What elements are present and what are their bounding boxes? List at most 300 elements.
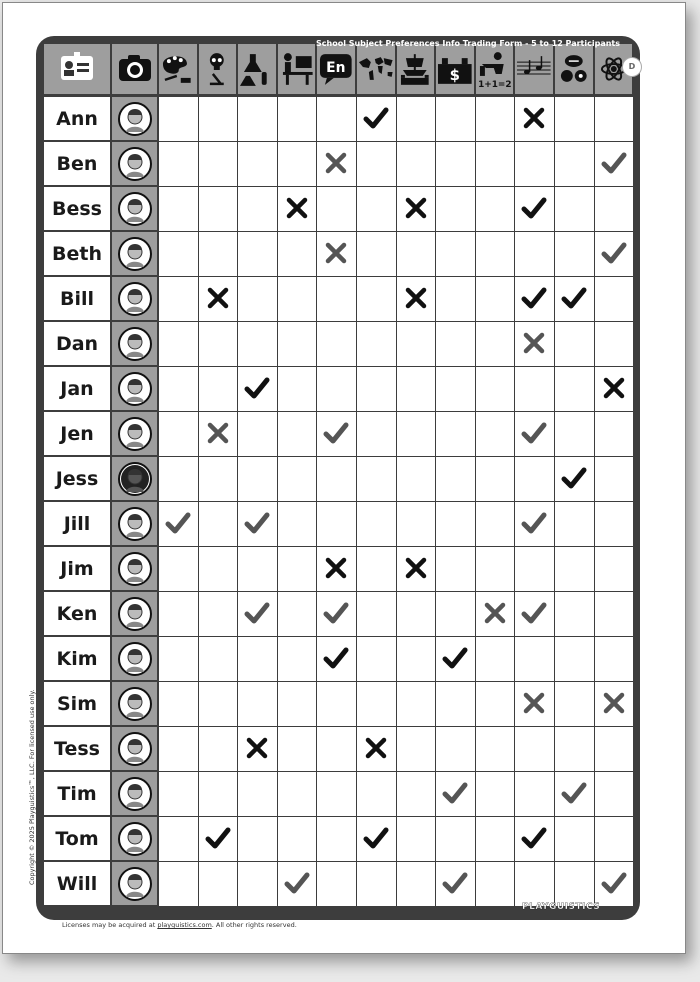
x-mark-icon bbox=[403, 195, 429, 221]
money-bank-icon bbox=[436, 50, 474, 88]
license-notice bbox=[62, 921, 297, 929]
grid-cell-english[interactable] bbox=[317, 862, 357, 907]
grid-cell-history[interactable] bbox=[397, 187, 437, 232]
subject-header-art bbox=[159, 44, 199, 94]
check-mark-icon bbox=[244, 375, 270, 401]
grid-cell-english[interactable] bbox=[317, 817, 357, 862]
computer-desk-icon bbox=[278, 50, 316, 88]
x-mark-icon bbox=[205, 420, 231, 446]
grid-cell-sports[interactable] bbox=[555, 232, 595, 277]
grid-cell-math[interactable] bbox=[476, 637, 516, 682]
check-mark-icon bbox=[442, 645, 468, 671]
grid-cell-biology[interactable] bbox=[199, 187, 239, 232]
grid-cell-music[interactable] bbox=[515, 862, 555, 907]
grid-cell-art[interactable] bbox=[159, 862, 199, 907]
grid-cell-music[interactable] bbox=[515, 232, 555, 277]
grid-cell-sports[interactable] bbox=[555, 97, 595, 142]
grid-cell-physics[interactable] bbox=[595, 232, 635, 277]
grid-cell-biology[interactable] bbox=[199, 367, 239, 412]
grid-cell-sports[interactable] bbox=[555, 142, 595, 187]
grid-cell-art[interactable] bbox=[159, 502, 199, 547]
grid-cell-history[interactable] bbox=[397, 727, 437, 772]
x-mark-icon bbox=[403, 285, 429, 311]
grid-cell-music[interactable] bbox=[515, 772, 555, 817]
grid-cell-art[interactable] bbox=[159, 277, 199, 322]
grid-cell-geography[interactable] bbox=[357, 97, 397, 142]
grid-cell-chemistry[interactable] bbox=[238, 547, 278, 592]
grid-cell-economics[interactable] bbox=[436, 682, 476, 727]
grid-cell-music[interactable] bbox=[515, 457, 555, 502]
participant-avatar bbox=[112, 412, 157, 455]
music-notes-icon bbox=[515, 50, 553, 88]
grid-cell-history[interactable] bbox=[397, 142, 437, 187]
grid-cell-geography[interactable] bbox=[357, 817, 397, 862]
grid-cell-music[interactable] bbox=[515, 142, 555, 187]
grid-cell-computers[interactable] bbox=[278, 817, 318, 862]
participant-avatar bbox=[112, 187, 157, 230]
grid-cell-economics[interactable] bbox=[436, 187, 476, 232]
grid-cell-computers[interactable] bbox=[278, 502, 318, 547]
grid-cell-biology[interactable] bbox=[199, 862, 239, 907]
grid-cell-computers[interactable] bbox=[278, 322, 318, 367]
participant-name: Kim bbox=[44, 637, 110, 680]
grid-cell-history[interactable] bbox=[397, 502, 437, 547]
grid-cell-english[interactable] bbox=[317, 772, 357, 817]
grid-cell-chemistry[interactable] bbox=[238, 322, 278, 367]
grid-cell-art[interactable] bbox=[159, 547, 199, 592]
check-mark-icon bbox=[601, 240, 627, 266]
grid-cell-english[interactable] bbox=[317, 637, 357, 682]
grid-cell-math[interactable] bbox=[476, 502, 516, 547]
grid-cell-biology[interactable] bbox=[199, 457, 239, 502]
x-mark-icon bbox=[363, 735, 389, 761]
grid-cell-computers[interactable] bbox=[278, 862, 318, 907]
grid-cell-sports[interactable] bbox=[555, 412, 595, 457]
avatar-face-icon bbox=[117, 551, 153, 587]
license-suffix: . All other rights reserved. bbox=[211, 921, 297, 929]
grid-cell-music[interactable] bbox=[515, 637, 555, 682]
grid-cell-art[interactable] bbox=[159, 142, 199, 187]
grid-cell-physics[interactable] bbox=[595, 682, 635, 727]
check-mark-icon bbox=[244, 510, 270, 536]
grid-cell-math[interactable] bbox=[476, 772, 516, 817]
sports-balls-icon bbox=[555, 50, 593, 88]
grid-cell-music[interactable] bbox=[515, 367, 555, 412]
grid-cell-english[interactable] bbox=[317, 547, 357, 592]
grid-cell-art[interactable] bbox=[159, 772, 199, 817]
grid-cell-math[interactable] bbox=[476, 142, 516, 187]
x-mark-icon bbox=[323, 555, 349, 581]
participant-name: Bess bbox=[44, 187, 110, 230]
grid-cell-art[interactable] bbox=[159, 817, 199, 862]
grid-cell-geography[interactable] bbox=[357, 727, 397, 772]
avatar-face-icon bbox=[117, 281, 153, 317]
subject-header-music bbox=[515, 44, 555, 94]
grid-cell-english[interactable] bbox=[317, 457, 357, 502]
grid-cell-economics[interactable] bbox=[436, 592, 476, 637]
grid-cell-chemistry[interactable] bbox=[238, 817, 278, 862]
grid-cell-biology[interactable] bbox=[199, 142, 239, 187]
check-mark-icon bbox=[244, 600, 270, 626]
grid-cell-chemistry[interactable] bbox=[238, 97, 278, 142]
grid-cell-physics[interactable] bbox=[595, 367, 635, 412]
grid-cell-economics[interactable] bbox=[436, 412, 476, 457]
grid-cell-geography[interactable] bbox=[357, 457, 397, 502]
grid-cell-computers[interactable] bbox=[278, 142, 318, 187]
subject-header-sports bbox=[555, 44, 595, 94]
grid-cell-chemistry[interactable] bbox=[238, 277, 278, 322]
grid-cell-economics[interactable] bbox=[436, 457, 476, 502]
grid-cell-art[interactable] bbox=[159, 97, 199, 142]
grid-cell-math[interactable] bbox=[476, 457, 516, 502]
grid-cell-music[interactable] bbox=[515, 187, 555, 232]
grid-cell-economics[interactable] bbox=[436, 772, 476, 817]
participant-avatar bbox=[112, 97, 157, 140]
camera-icon bbox=[116, 50, 154, 88]
avatar-face-icon bbox=[117, 416, 153, 452]
grid-cell-sports[interactable] bbox=[555, 817, 595, 862]
grid-cell-physics[interactable] bbox=[595, 817, 635, 862]
grid-cell-math[interactable] bbox=[476, 97, 516, 142]
grid-cell-music[interactable] bbox=[515, 97, 555, 142]
check-mark-icon bbox=[521, 420, 547, 446]
grid-cell-geography[interactable] bbox=[357, 412, 397, 457]
check-mark-icon bbox=[521, 600, 547, 626]
participant-name: Tim bbox=[44, 772, 110, 815]
grid-cell-history[interactable] bbox=[397, 862, 437, 907]
grid-cell-music[interactable] bbox=[515, 682, 555, 727]
grid-cell-computers[interactable] bbox=[278, 367, 318, 412]
grid-cell-history[interactable] bbox=[397, 457, 437, 502]
avatar-face-icon bbox=[117, 821, 153, 857]
grid-cell-art[interactable] bbox=[159, 727, 199, 772]
grid-cell-history[interactable] bbox=[397, 277, 437, 322]
grid-cell-math[interactable] bbox=[476, 547, 516, 592]
avatar-face-icon bbox=[117, 866, 153, 902]
grid-cell-math[interactable] bbox=[476, 322, 516, 367]
grid-cell-music[interactable] bbox=[515, 322, 555, 367]
grid-cell-music[interactable] bbox=[515, 727, 555, 772]
x-mark-icon bbox=[323, 240, 349, 266]
grid-cell-computers[interactable] bbox=[278, 232, 318, 277]
grid-cell-physics[interactable] bbox=[595, 142, 635, 187]
check-mark-icon bbox=[442, 870, 468, 896]
grid-cell-music[interactable] bbox=[515, 592, 555, 637]
grid-cell-sports[interactable] bbox=[555, 772, 595, 817]
grid-cell-geography[interactable] bbox=[357, 367, 397, 412]
grid-cell-chemistry[interactable] bbox=[238, 232, 278, 277]
participant-avatar bbox=[112, 502, 157, 545]
grid-cell-biology[interactable] bbox=[199, 412, 239, 457]
grid-cell-biology[interactable] bbox=[199, 637, 239, 682]
check-mark-icon bbox=[521, 285, 547, 311]
grid-cell-chemistry[interactable] bbox=[238, 727, 278, 772]
avatar-face-icon bbox=[117, 371, 153, 407]
grid-cell-biology[interactable] bbox=[199, 817, 239, 862]
grid-cell-history[interactable] bbox=[397, 322, 437, 367]
grid-cell-economics[interactable] bbox=[436, 547, 476, 592]
grid-cell-history[interactable] bbox=[397, 772, 437, 817]
check-mark-icon bbox=[561, 780, 587, 806]
english-speech-icon bbox=[317, 50, 355, 88]
grid-cell-chemistry[interactable] bbox=[238, 502, 278, 547]
grid-cell-geography[interactable] bbox=[357, 637, 397, 682]
grid-cell-economics[interactable] bbox=[436, 97, 476, 142]
check-mark-icon bbox=[521, 825, 547, 851]
check-mark-icon bbox=[442, 780, 468, 806]
avatar-face-icon bbox=[117, 326, 153, 362]
grid-cell-chemistry[interactable] bbox=[238, 592, 278, 637]
grid-cell-chemistry[interactable] bbox=[238, 412, 278, 457]
name-badge-icon bbox=[58, 50, 96, 88]
grid-cell-physics[interactable] bbox=[595, 727, 635, 772]
svg-text:En: En bbox=[326, 59, 346, 76]
grid-cell-art[interactable] bbox=[159, 457, 199, 502]
grid-cell-art[interactable] bbox=[159, 412, 199, 457]
grid-cell-biology[interactable] bbox=[199, 502, 239, 547]
grid-cell-english[interactable] bbox=[317, 187, 357, 232]
grid-cell-geography[interactable] bbox=[357, 682, 397, 727]
grid-cell-biology[interactable] bbox=[199, 232, 239, 277]
grid-cell-history[interactable] bbox=[397, 547, 437, 592]
grid-cell-economics[interactable] bbox=[436, 502, 476, 547]
grid-cell-computers[interactable] bbox=[278, 727, 318, 772]
grid-cell-physics[interactable] bbox=[595, 547, 635, 592]
grid-cell-sports[interactable] bbox=[555, 682, 595, 727]
grid-cell-math[interactable] bbox=[476, 682, 516, 727]
grid-cell-music[interactable] bbox=[515, 412, 555, 457]
grid-cell-english[interactable] bbox=[317, 412, 357, 457]
grid-cell-sports[interactable] bbox=[555, 322, 595, 367]
grid-cell-physics[interactable] bbox=[595, 637, 635, 682]
grid-cell-math[interactable] bbox=[476, 187, 516, 232]
grid-cell-sports[interactable] bbox=[555, 592, 595, 637]
grid-cell-biology[interactable] bbox=[199, 547, 239, 592]
check-mark-icon bbox=[561, 465, 587, 491]
participant-name: Ann bbox=[44, 97, 110, 140]
grid-cell-music[interactable] bbox=[515, 277, 555, 322]
grid-cell-economics[interactable] bbox=[436, 232, 476, 277]
grid-cell-history[interactable] bbox=[397, 97, 437, 142]
grid-cell-computers[interactable] bbox=[278, 547, 318, 592]
grid-cell-physics[interactable] bbox=[595, 187, 635, 232]
participant-avatar bbox=[112, 682, 157, 725]
grid-cell-geography[interactable] bbox=[357, 547, 397, 592]
grid-cell-biology[interactable] bbox=[199, 682, 239, 727]
grid-cell-math[interactable] bbox=[476, 592, 516, 637]
grid-cell-chemistry[interactable] bbox=[238, 367, 278, 412]
x-mark-icon bbox=[205, 285, 231, 311]
grid-cell-music[interactable] bbox=[515, 502, 555, 547]
grid-cell-physics[interactable] bbox=[595, 502, 635, 547]
grid-cell-physics[interactable] bbox=[595, 457, 635, 502]
participant-avatar bbox=[112, 322, 157, 365]
grid-cell-sports[interactable] bbox=[555, 727, 595, 772]
grid-cell-sports[interactable] bbox=[555, 187, 595, 232]
grid-cell-geography[interactable] bbox=[357, 322, 397, 367]
x-mark-icon bbox=[482, 600, 508, 626]
grid-cell-art[interactable] bbox=[159, 322, 199, 367]
grid-cell-geography[interactable] bbox=[357, 862, 397, 907]
grid-cell-geography[interactable] bbox=[357, 277, 397, 322]
avatar-face-icon bbox=[117, 731, 153, 767]
avatar-face-icon bbox=[117, 101, 153, 137]
grid-cell-sports[interactable] bbox=[555, 862, 595, 907]
grid-cell-chemistry[interactable] bbox=[238, 457, 278, 502]
grid-cell-computers[interactable] bbox=[278, 187, 318, 232]
grid-cell-art[interactable] bbox=[159, 637, 199, 682]
grid-cell-english[interactable] bbox=[317, 682, 357, 727]
grid-cell-geography[interactable] bbox=[357, 232, 397, 277]
participant-avatar bbox=[112, 727, 157, 770]
grid-cell-physics[interactable] bbox=[595, 322, 635, 367]
participant-name: Sim bbox=[44, 682, 110, 725]
grid-cell-computers[interactable] bbox=[278, 412, 318, 457]
participant-name: Bill bbox=[44, 277, 110, 320]
grid-cell-economics[interactable] bbox=[436, 322, 476, 367]
grid-cell-computers[interactable] bbox=[278, 97, 318, 142]
grid-cell-sports[interactable] bbox=[555, 637, 595, 682]
grid-cell-sports[interactable] bbox=[555, 277, 595, 322]
grid-cell-economics[interactable] bbox=[436, 142, 476, 187]
grid-cell-history[interactable] bbox=[397, 817, 437, 862]
grid-cell-economics[interactable] bbox=[436, 727, 476, 772]
grid-cell-chemistry[interactable] bbox=[238, 142, 278, 187]
grid-cell-physics[interactable] bbox=[595, 97, 635, 142]
grid-cell-chemistry[interactable] bbox=[238, 187, 278, 232]
grid-cell-english[interactable] bbox=[317, 367, 357, 412]
avatar-face-icon bbox=[117, 506, 153, 542]
grid-cell-geography[interactable] bbox=[357, 187, 397, 232]
grid-cell-math[interactable] bbox=[476, 412, 516, 457]
grid-cell-physics[interactable] bbox=[595, 277, 635, 322]
grid-cell-economics[interactable] bbox=[436, 637, 476, 682]
grid-cell-history[interactable] bbox=[397, 637, 437, 682]
grid-cell-physics[interactable] bbox=[595, 772, 635, 817]
grid-cell-sports[interactable] bbox=[555, 547, 595, 592]
grid-cell-economics[interactable] bbox=[436, 277, 476, 322]
grid-cell-chemistry[interactable] bbox=[238, 772, 278, 817]
check-mark-icon bbox=[323, 600, 349, 626]
grid-cell-computers[interactable] bbox=[278, 772, 318, 817]
check-mark-icon bbox=[601, 150, 627, 176]
grid-cell-biology[interactable] bbox=[199, 772, 239, 817]
grid-cell-english[interactable] bbox=[317, 97, 357, 142]
x-mark-icon bbox=[521, 690, 547, 716]
grid-cell-music[interactable] bbox=[515, 547, 555, 592]
x-mark-icon bbox=[521, 105, 547, 131]
palette-icon bbox=[159, 50, 197, 88]
grid-cell-geography[interactable] bbox=[357, 592, 397, 637]
participant-name: Will bbox=[44, 862, 110, 905]
grid-cell-computers[interactable] bbox=[278, 592, 318, 637]
grid-cell-economics[interactable] bbox=[436, 817, 476, 862]
grid-cell-biology[interactable] bbox=[199, 322, 239, 367]
grid-cell-chemistry[interactable] bbox=[238, 862, 278, 907]
grid-cell-biology[interactable] bbox=[199, 727, 239, 772]
grid-cell-math[interactable] bbox=[476, 277, 516, 322]
participant-avatar bbox=[112, 592, 157, 635]
participant-name: Beth bbox=[44, 232, 110, 275]
grid-cell-computers[interactable] bbox=[278, 457, 318, 502]
grid-cell-english[interactable] bbox=[317, 142, 357, 187]
grid-cell-english[interactable] bbox=[317, 592, 357, 637]
grid-cell-art[interactable] bbox=[159, 232, 199, 277]
grid-cell-english[interactable] bbox=[317, 322, 357, 367]
grid-cell-chemistry[interactable] bbox=[238, 637, 278, 682]
grid-cell-computers[interactable] bbox=[278, 277, 318, 322]
grid-cell-art[interactable] bbox=[159, 367, 199, 412]
participant-name: Jess bbox=[44, 457, 110, 500]
grid-cell-english[interactable] bbox=[317, 502, 357, 547]
name-column-header bbox=[44, 44, 112, 94]
subject-header-biology bbox=[199, 44, 239, 94]
grid-cell-physics[interactable] bbox=[595, 412, 635, 457]
grid-cell-history[interactable] bbox=[397, 682, 437, 727]
x-mark-icon bbox=[521, 330, 547, 356]
participant-avatar bbox=[112, 277, 157, 320]
grid-cell-english[interactable] bbox=[317, 277, 357, 322]
grid-cell-sports[interactable] bbox=[555, 457, 595, 502]
grid-cell-art[interactable] bbox=[159, 592, 199, 637]
grid-cell-history[interactable] bbox=[397, 367, 437, 412]
participant-avatar bbox=[112, 772, 157, 815]
x-mark-icon bbox=[601, 690, 627, 716]
grid-cell-english[interactable] bbox=[317, 727, 357, 772]
grid-cell-history[interactable] bbox=[397, 592, 437, 637]
grid-cell-computers[interactable] bbox=[278, 682, 318, 727]
grid-cell-biology[interactable] bbox=[199, 592, 239, 637]
grid-cell-biology[interactable] bbox=[199, 277, 239, 322]
participant-name: Tess bbox=[44, 727, 110, 770]
grid-cell-geography[interactable] bbox=[357, 772, 397, 817]
grid-cell-history[interactable] bbox=[397, 232, 437, 277]
grid-cell-economics[interactable] bbox=[436, 367, 476, 412]
x-mark-icon bbox=[601, 375, 627, 401]
x-mark-icon bbox=[403, 555, 429, 581]
world-map-icon bbox=[357, 50, 395, 88]
grid-cell-geography[interactable] bbox=[357, 142, 397, 187]
grid-cell-math[interactable] bbox=[476, 727, 516, 772]
grid-cell-music[interactable] bbox=[515, 817, 555, 862]
grid-cell-math[interactable] bbox=[476, 232, 516, 277]
grid-cell-english[interactable] bbox=[317, 232, 357, 277]
grid-cell-chemistry[interactable] bbox=[238, 682, 278, 727]
grid-cell-math[interactable] bbox=[476, 817, 516, 862]
license-link[interactable]: playguistics.com bbox=[157, 921, 212, 929]
form-title: School Subject Preferences Info Trading Form - 5 to 12 Participants bbox=[316, 39, 621, 48]
check-mark-icon bbox=[521, 195, 547, 221]
ship-castle-icon bbox=[397, 50, 435, 88]
grid-cell-sports[interactable] bbox=[555, 367, 595, 412]
grid-cell-art[interactable] bbox=[159, 682, 199, 727]
avatar-face-icon bbox=[117, 191, 153, 227]
grid-cell-art[interactable] bbox=[159, 187, 199, 232]
grid-cell-economics[interactable] bbox=[436, 862, 476, 907]
grid-cell-biology[interactable] bbox=[199, 97, 239, 142]
participant-avatar bbox=[112, 367, 157, 410]
grid-cell-geography[interactable] bbox=[357, 502, 397, 547]
grid-cell-math[interactable] bbox=[476, 367, 516, 412]
grid-cell-math[interactable] bbox=[476, 862, 516, 907]
grid-cell-sports[interactable] bbox=[555, 502, 595, 547]
grid-cell-history[interactable] bbox=[397, 412, 437, 457]
grid-cell-computers[interactable] bbox=[278, 637, 318, 682]
grid-cell-physics[interactable] bbox=[595, 592, 635, 637]
form-version-badge: D bbox=[622, 57, 642, 77]
grid-cell-physics[interactable] bbox=[595, 862, 635, 907]
participant-name: Jan bbox=[44, 367, 110, 410]
